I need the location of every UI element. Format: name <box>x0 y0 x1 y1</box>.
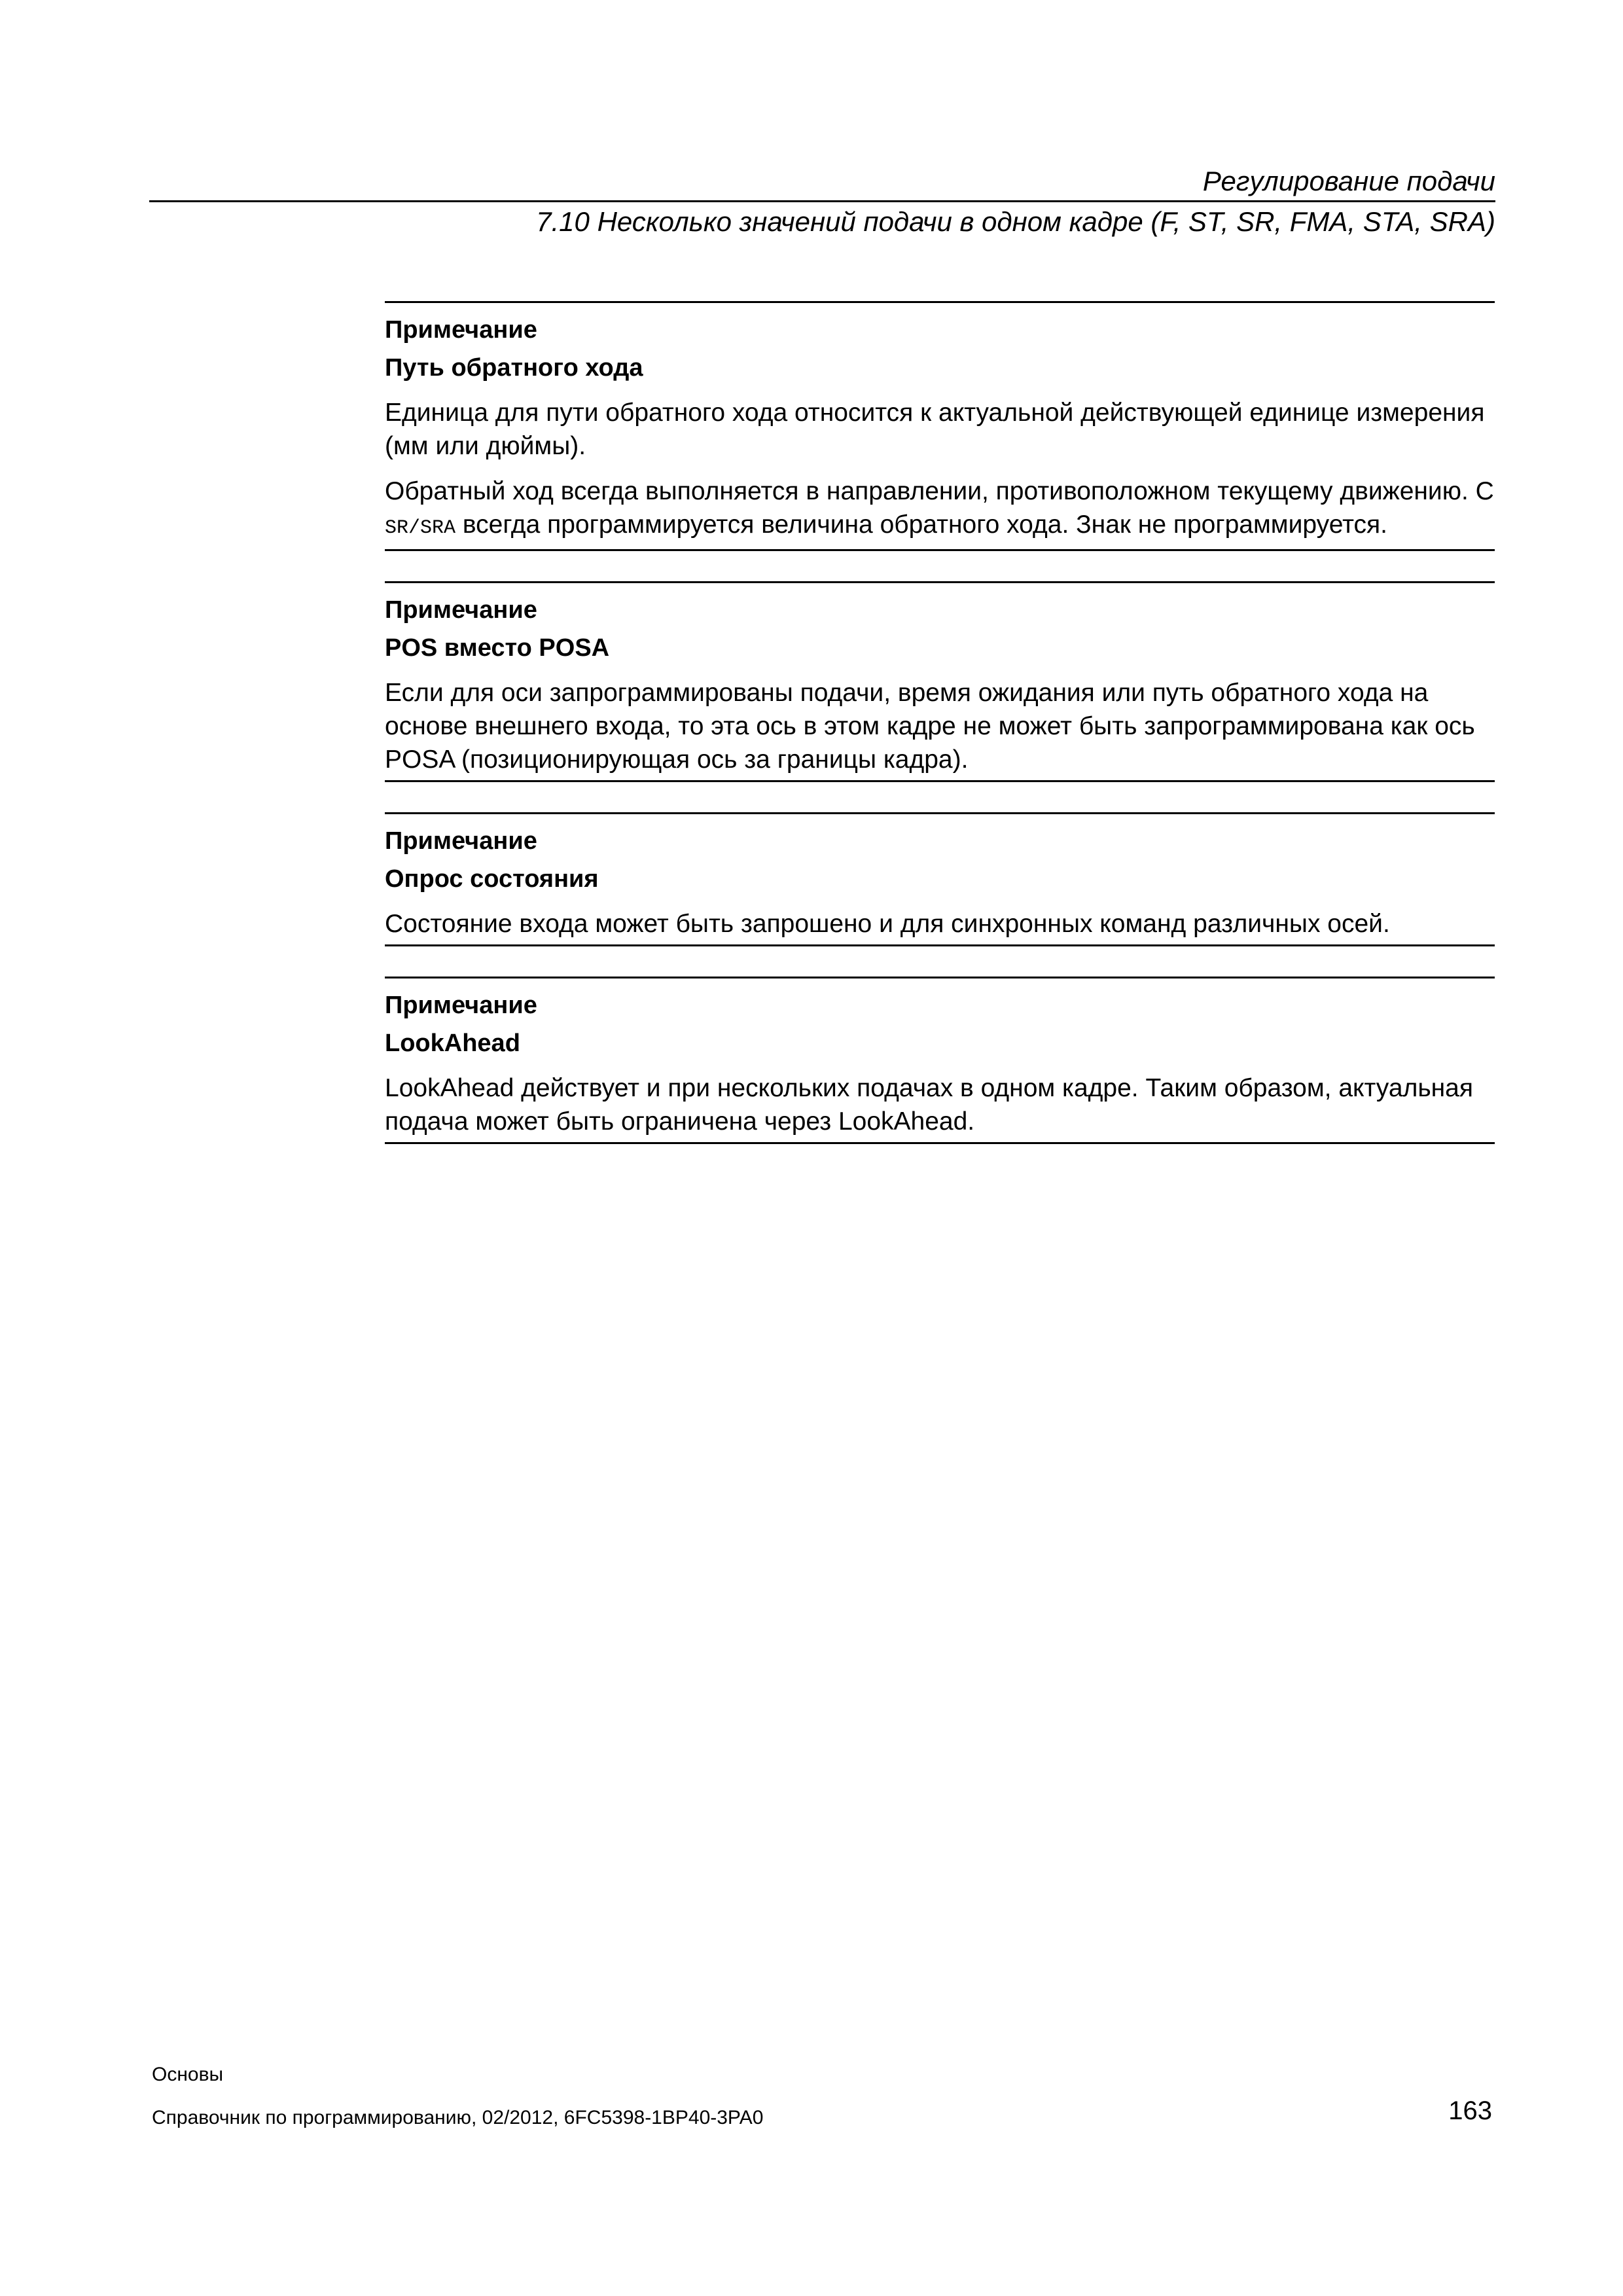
note-label: Примечание <box>385 316 537 344</box>
note-return-path <box>385 301 1495 551</box>
note-paragraph: Единица для пути обратного хода относится к актуальной действующей единице измерения (мм или дюймы). <box>385 399 1485 460</box>
footer-reference: Справочник по программированию, 02/2012, 6FC5398-1BP40-3PA0 <box>152 2107 764 2128</box>
note-paragraph: Если для оси запрограммированы подачи, время ожидания или путь обратного хода на основе внешнего входа, то эта ось в этом кадре не может быть запрограммирована как ось POSA (позиционирующая ось за границы кадра). <box>385 679 1475 774</box>
note-paragraph: Состояние входа может быть запрошено и для синхронных команд различных осей. <box>385 910 1390 938</box>
header-divider <box>149 200 1495 202</box>
note-title: LookAhead <box>385 1030 520 1057</box>
note-title: Путь обратного хода <box>385 354 643 382</box>
note-text: Обратный ход всегда выполняется в направлении, противоположном текущему движению. С <box>385 477 1494 505</box>
note-paragraph <box>385 475 1495 545</box>
notes-container <box>385 301 1495 1174</box>
footer-book-title: Основы <box>152 2064 224 2085</box>
note-label: Примечание <box>385 596 537 624</box>
note-title: Опрос состояния <box>385 865 599 893</box>
note-label: Примечание <box>385 992 537 1019</box>
note-label: Примечание <box>385 827 537 855</box>
note-title: POS вместо POSA <box>385 634 610 662</box>
note-text: всегда программируется величина обратного хода. Знак не программируется. <box>455 511 1387 539</box>
running-header-section: 7.10 Несколько значений подачи в одном кадре (F, ST, SR, FMA, STA, SRA) <box>536 206 1495 237</box>
note-paragraph: LookAhead действует и при нескольких подачах в одном кадре. Таким образом, актуальная подача может быть ограничена через LookAhead. <box>385 1074 1473 1136</box>
note-pos-instead-posa <box>385 581 1495 782</box>
code-keyword: SR/SRA <box>385 517 456 539</box>
page-number: 163 <box>1448 2096 1492 2125</box>
note-status-query <box>385 812 1495 946</box>
note-lookahead <box>385 977 1495 1144</box>
running-header-chapter: Регулирование подачи <box>1202 166 1495 196</box>
